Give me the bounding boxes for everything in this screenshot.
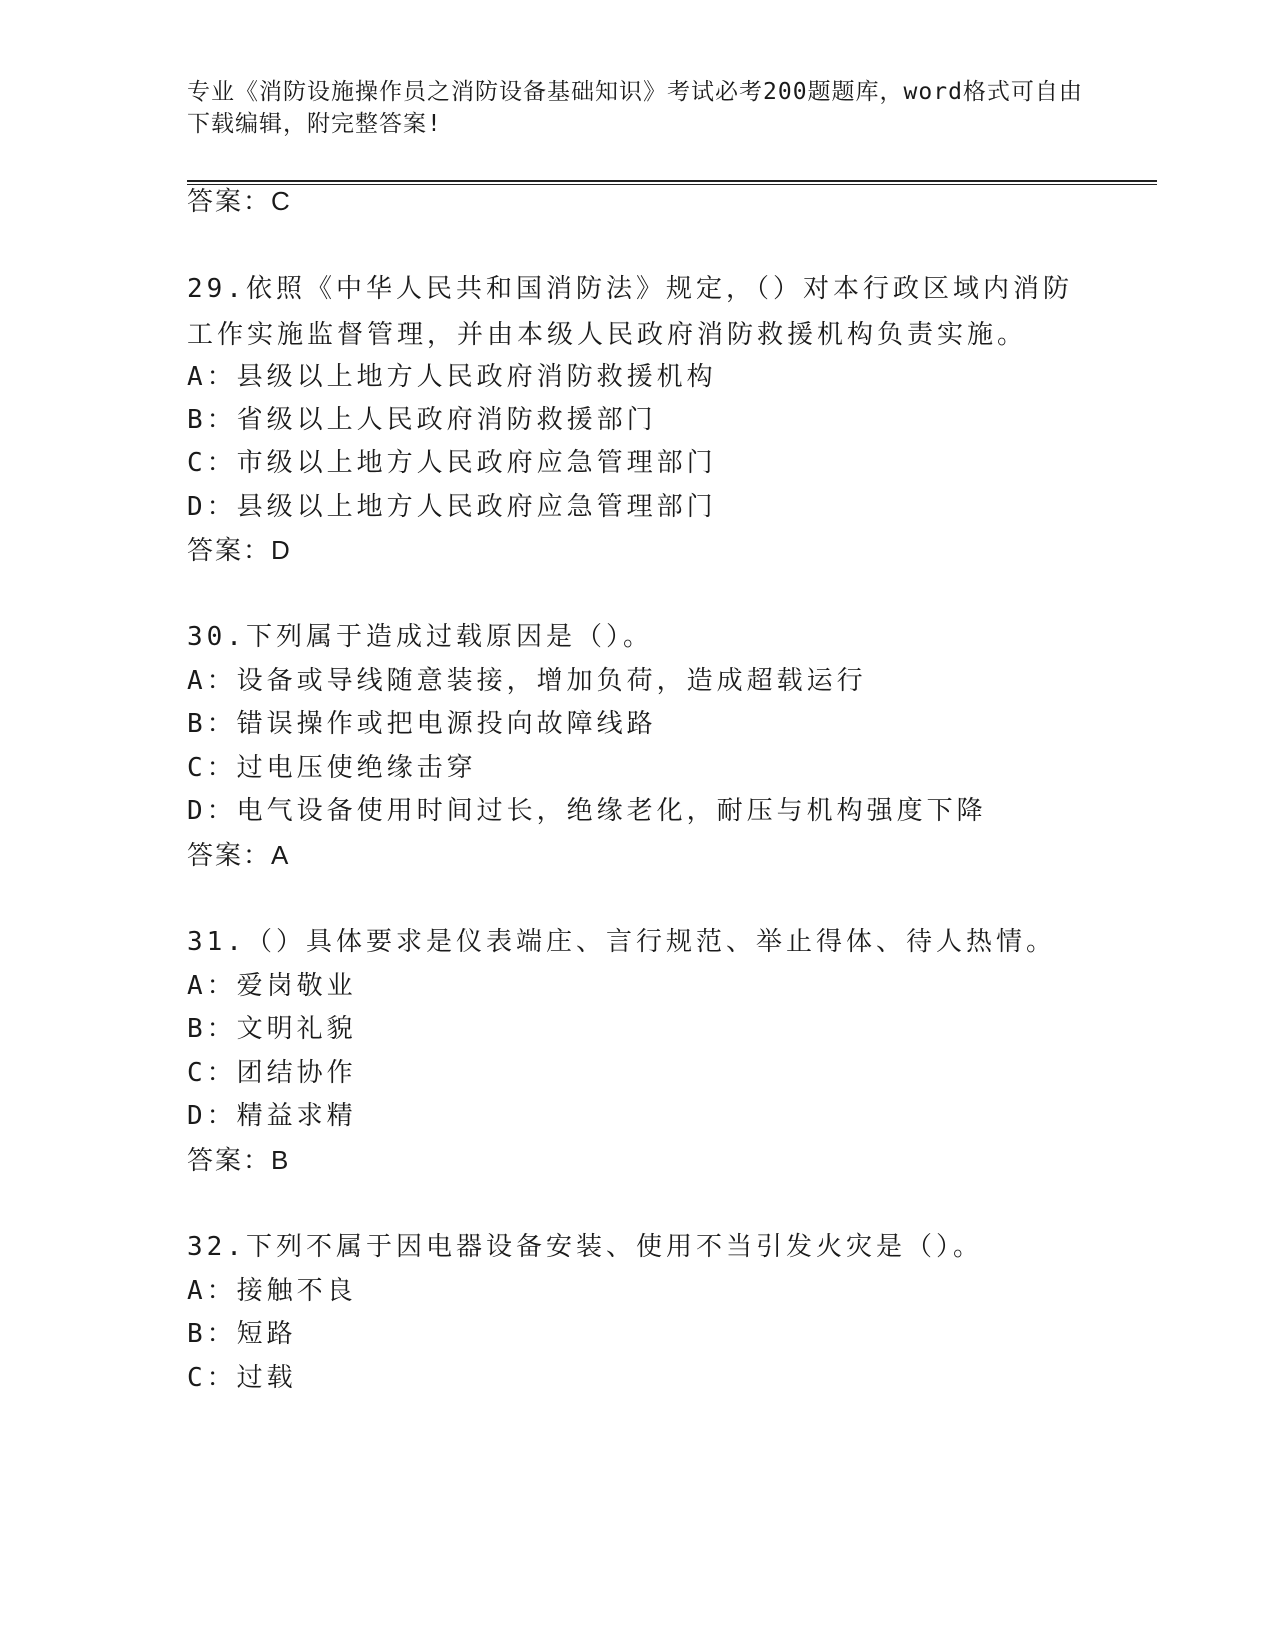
question-32-stem: 32.下列不属于因电器设备安装、使用不当引发火灾是（）。 bbox=[187, 1232, 983, 1262]
header-divider bbox=[187, 180, 1157, 185]
question-30-stem: 30.下列属于造成过载原因是（）。 bbox=[187, 622, 653, 652]
document-header: 专业《消防设施操作员之消防设备基础知识》考试必考200题题库，word格式可自由下载编辑，附完整答案! bbox=[187, 79, 1083, 137]
question-29-option-b: B：省级以上人民政府消防救援部门 bbox=[187, 405, 657, 435]
question-31-answer: 答案：B bbox=[187, 1145, 291, 1175]
question-30-option-c: C：过电压使绝缘击穿 bbox=[187, 753, 477, 783]
question-31-stem: 31.（）具体要求是仪表端庄、言行规范、举止得体、待人热情。 bbox=[187, 927, 1056, 957]
question-30-answer: 答案：A bbox=[187, 840, 291, 870]
question-31-option-d: D：精益求精 bbox=[187, 1101, 357, 1131]
question-30-option-b: B：错误操作或把电源投向故障线路 bbox=[187, 709, 657, 739]
question-31-option-b: B：文明礼貌 bbox=[187, 1014, 357, 1044]
answer-prev: 答案：C bbox=[187, 186, 292, 216]
question-32-option-b: B：短路 bbox=[187, 1319, 297, 1349]
question-32-option-a: A：接触不良 bbox=[187, 1276, 357, 1306]
question-30-option-a: A：设备或导线随意装接，增加负荷，造成超载运行 bbox=[187, 666, 867, 696]
question-29-option-a: A：县级以上地方人民政府消防救援机构 bbox=[187, 362, 717, 392]
question-29-option-c: C：市级以上地方人民政府应急管理部门 bbox=[187, 448, 717, 478]
question-32-option-c: C：过载 bbox=[187, 1363, 297, 1393]
question-30-option-d: D：电气设备使用时间过长，绝缘老化，耐压与机构强度下降 bbox=[187, 796, 987, 826]
question-29-stem: 29.依照《中华人民共和国消防法》规定，（）对本行政区域内消防工作实施监督管理，并由本级人民政府消防救援机构负责实施。 bbox=[187, 274, 1073, 350]
question-31-option-a: A：爱岗敬业 bbox=[187, 971, 357, 1001]
question-29-option-d: D：县级以上地方人民政府应急管理部门 bbox=[187, 492, 717, 522]
question-31-option-c: C：团结协作 bbox=[187, 1058, 357, 1088]
question-29-answer: 答案：D bbox=[187, 535, 292, 565]
